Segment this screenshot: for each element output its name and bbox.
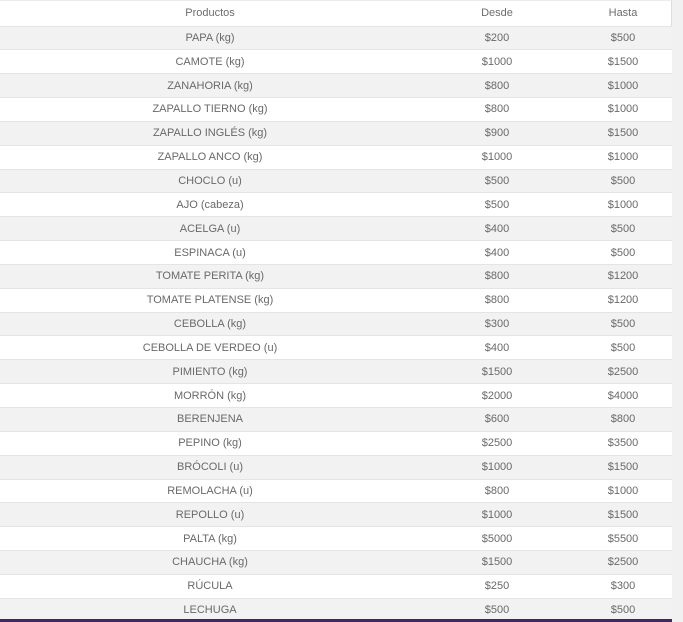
hasta-cell: $1200	[574, 288, 672, 312]
desde-cell: $1500	[420, 360, 574, 384]
hasta-cell: $1500	[574, 121, 672, 145]
desde-cell: $1000	[420, 455, 574, 479]
table-row	[0, 479, 672, 503]
hasta-cell: $500	[574, 169, 672, 193]
table-row	[0, 264, 672, 288]
product-cell: ACELGA (u)	[0, 217, 420, 241]
table-row	[0, 527, 672, 551]
hasta-cell: $500	[574, 26, 672, 50]
product-cell: REMOLACHA (u)	[0, 479, 420, 503]
column-header-desde: Desde	[481, 7, 513, 20]
table-row	[0, 193, 672, 217]
hasta-cell: $500	[574, 336, 672, 360]
product-cell: PAPA (kg)	[0, 26, 420, 50]
desde-cell: $400	[420, 217, 574, 241]
table-row	[0, 74, 672, 98]
table-row	[0, 98, 672, 122]
desde-cell: $800	[420, 479, 574, 503]
product-cell: REPOLLO (u)	[0, 503, 420, 527]
desde-cell: $500	[420, 169, 574, 193]
product-cell: BRÓCOLI (u)	[0, 455, 420, 479]
table-row	[0, 408, 672, 432]
table-body	[0, 26, 672, 622]
table-row	[0, 145, 672, 169]
hasta-cell: $300	[574, 574, 672, 598]
column-header-hasta: Hasta	[608, 7, 638, 20]
desde-cell: $800	[420, 264, 574, 288]
desde-cell: $1500	[420, 551, 574, 575]
table-row	[0, 360, 672, 384]
product-cell: CAMOTE (kg)	[0, 50, 420, 74]
table-row	[0, 26, 672, 50]
desde-cell: $250	[420, 574, 574, 598]
table-row	[0, 241, 672, 265]
desde-cell: $400	[420, 241, 574, 265]
desde-cell: $800	[420, 288, 574, 312]
table-row	[0, 217, 672, 241]
hasta-cell: $3500	[574, 431, 672, 455]
hasta-cell: $2500	[574, 551, 672, 575]
product-cell: PALTA (kg)	[0, 527, 420, 551]
hasta-cell: $500	[574, 598, 672, 622]
product-cell: TOMATE PERITA (kg)	[0, 264, 420, 288]
desde-cell: $300	[420, 312, 574, 336]
desde-cell: $600	[420, 408, 574, 432]
table-row	[0, 336, 672, 360]
table-row	[0, 551, 672, 575]
hasta-cell: $500	[574, 312, 672, 336]
product-cell: PEPINO (kg)	[0, 431, 420, 455]
hasta-cell: $800	[574, 408, 672, 432]
desde-cell: $800	[420, 74, 574, 98]
product-cell: CHOCLO (u)	[0, 169, 420, 193]
desde-cell: $5000	[420, 527, 574, 551]
table-row	[0, 169, 672, 193]
table-row	[0, 574, 672, 598]
hasta-cell: $1000	[574, 479, 672, 503]
hasta-cell: $1500	[574, 50, 672, 74]
table-row	[0, 312, 672, 336]
product-cell: CEBOLLA (kg)	[0, 312, 420, 336]
product-cell: ZANAHORIA (kg)	[0, 74, 420, 98]
desde-cell: $400	[420, 336, 574, 360]
hasta-cell: $1000	[574, 98, 672, 122]
hasta-cell: $1500	[574, 503, 672, 527]
table-row	[0, 288, 672, 312]
desde-cell: $2500	[420, 431, 574, 455]
desde-cell: $1000	[420, 50, 574, 74]
hasta-cell: $5500	[574, 527, 672, 551]
product-cell: ESPINACA (u)	[0, 241, 420, 265]
product-cell: BERENJENA	[0, 408, 420, 432]
product-cell: ZAPALLO INGLÉS (kg)	[0, 121, 420, 145]
desde-cell: $1000	[420, 145, 574, 169]
hasta-cell: $1000	[574, 74, 672, 98]
table-header-row	[0, 1, 672, 26]
desde-cell: $2000	[420, 384, 574, 408]
products-price-table	[0, 1, 672, 622]
table-row	[0, 455, 672, 479]
desde-cell: $500	[420, 193, 574, 217]
desde-cell: $800	[420, 98, 574, 122]
hasta-cell: $1000	[574, 145, 672, 169]
product-cell: TOMATE PLATENSE (kg)	[0, 288, 420, 312]
product-cell: LECHUGA	[0, 598, 420, 622]
hasta-cell: $500	[574, 241, 672, 265]
product-cell: MORRÓN (kg)	[0, 384, 420, 408]
table-row	[0, 431, 672, 455]
hasta-cell: $500	[574, 217, 672, 241]
product-cell: ZAPALLO TIERNO (kg)	[0, 98, 420, 122]
table-row	[0, 384, 672, 408]
product-cell: RÚCULA	[0, 574, 420, 598]
desde-cell: $200	[420, 26, 574, 50]
product-cell: CHAUCHA (kg)	[0, 551, 420, 575]
product-cell: PIMIENTO (kg)	[0, 360, 420, 384]
product-cell: AJO (cabeza)	[0, 193, 420, 217]
desde-cell: $500	[420, 598, 574, 622]
table-row	[0, 50, 672, 74]
table-row	[0, 121, 672, 145]
hasta-cell: $1200	[574, 264, 672, 288]
desde-cell: $1000	[420, 503, 574, 527]
product-cell: ZAPALLO ANCO (kg)	[0, 145, 420, 169]
column-header-productos: Productos	[185, 7, 235, 20]
hasta-cell: $1000	[574, 193, 672, 217]
hasta-cell: $2500	[574, 360, 672, 384]
hasta-cell: $4000	[574, 384, 672, 408]
table-row	[0, 503, 672, 527]
desde-cell: $900	[420, 121, 574, 145]
product-cell: CEBOLLA DE VERDEO (u)	[0, 336, 420, 360]
hasta-cell: $1500	[574, 455, 672, 479]
